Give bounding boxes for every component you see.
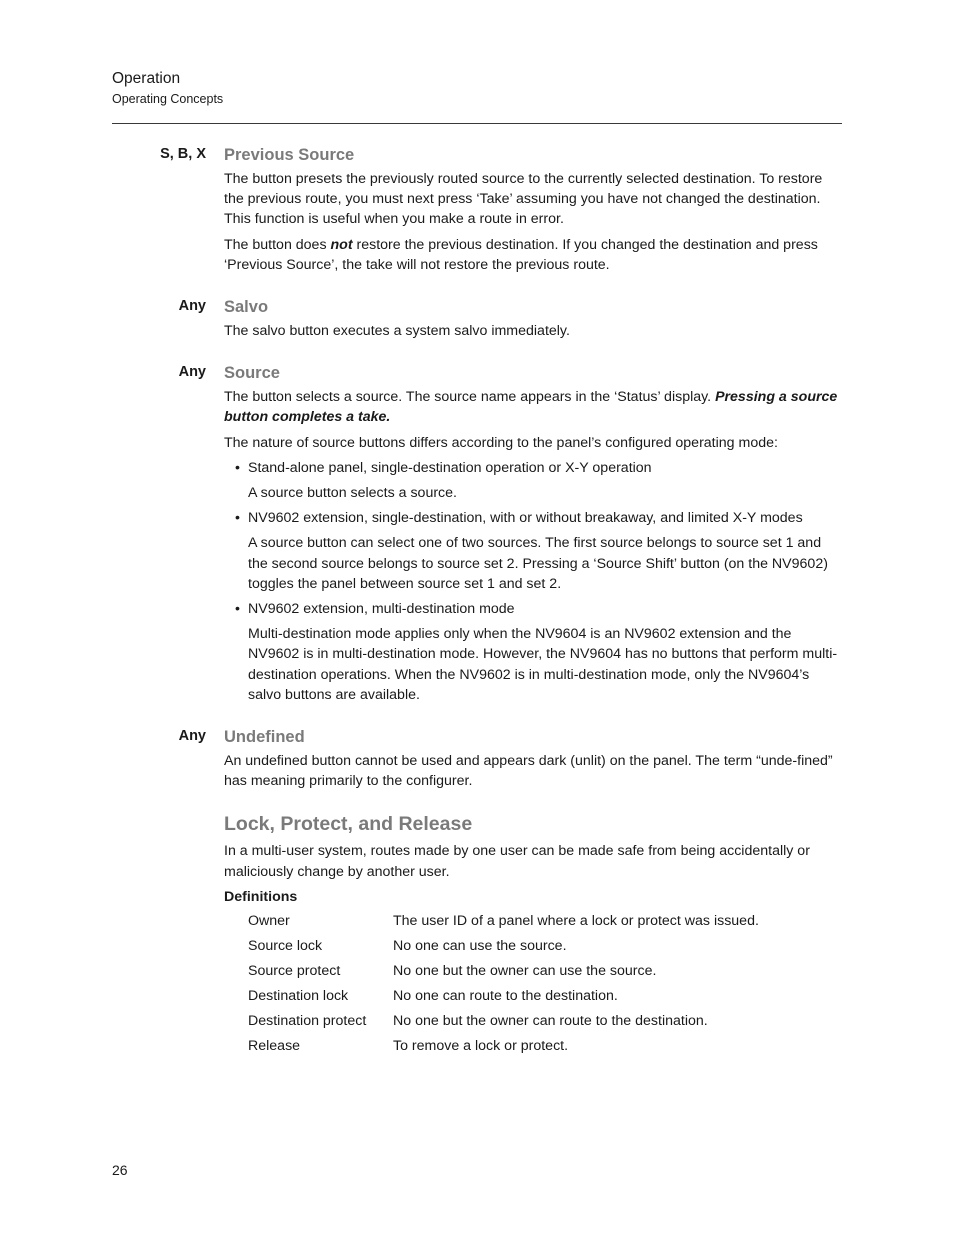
text-run: The button does	[224, 236, 331, 253]
bullet-list	[224, 508, 842, 528]
list-item-detail: A source button selects a source.	[248, 485, 457, 502]
emphasis-text: not	[330, 236, 353, 253]
bullet-icon: •	[235, 510, 240, 527]
section-heading: Lock, Protect, and Release	[224, 813, 473, 836]
definition-row	[248, 986, 842, 1006]
definition-desc: No one but the owner can use the source.	[393, 963, 657, 980]
emphasis-text: Pressing a source button completes a take.	[224, 389, 838, 426]
entry-source	[178, 362, 842, 705]
entry-tag: Any	[178, 298, 206, 315]
list-item	[224, 508, 842, 528]
definition-row	[248, 1036, 842, 1056]
header-divider	[112, 123, 842, 124]
definition-term: Destination protect	[248, 1013, 367, 1030]
list-item-text: Stand-alone panel, single-destination operation or X-Y operation	[248, 459, 652, 476]
entry-paragraph: An undefined button cannot be used and appears dark (unlit) on the panel. The term “unde-fined” has meaning primarily to the configurer.	[224, 753, 833, 790]
entry-salvo	[178, 296, 842, 341]
definition-term: Destination lock	[248, 988, 349, 1005]
list-item	[224, 599, 842, 619]
definition-desc: The user ID of a panel where a lock or protect was issued.	[393, 913, 759, 930]
definition-row	[248, 911, 842, 931]
entry-tag: Any	[178, 364, 206, 381]
definition-term: Owner	[248, 913, 290, 930]
text-run: The button selects a source. The source name appears in the ‘Status’ display.	[224, 389, 716, 406]
entry-paragraph: The salvo button executes a system salvo immediately.	[224, 323, 570, 340]
list-item-text: NV9602 extension, single-destination, with or without breakaway, and limited X-Y modes	[248, 510, 803, 527]
definitions-heading: Definitions	[224, 888, 298, 905]
entry-title: Source	[224, 364, 280, 383]
list-item-detail: A source button can select one of two sources. The first source belongs to source set 1 and the second source belongs to source set 2. Pressing a ‘Source Shift’ button (on the NV9602) toggles the panel between source set 1 and set 2.	[248, 535, 828, 592]
page-number: 26	[112, 1162, 128, 1178]
entry-undefined	[178, 726, 842, 791]
definition-desc: To remove a lock or protect.	[393, 1038, 569, 1055]
entry-title: Previous Source	[224, 146, 355, 164]
entry-title: Salvo	[224, 298, 269, 317]
section-intro: In a multi-user system, routes made by one user can be made safe from being accidentally or maliciously change by another user.	[224, 843, 810, 880]
definition-desc: No one but the owner can route to the destination.	[393, 1013, 708, 1030]
definition-term: Source lock	[248, 938, 323, 955]
bullet-icon: •	[235, 459, 240, 476]
definition-desc: No one can route to the destination.	[393, 988, 618, 1005]
definition-term: Source protect	[248, 963, 341, 980]
bullet-icon: •	[235, 601, 240, 618]
list-item-text: NV9602 extension, multi-destination mode	[248, 601, 515, 618]
definition-row	[248, 1011, 842, 1031]
page-content	[160, 144, 842, 1061]
running-header-title: Operation	[112, 70, 181, 87]
list-item-detail: Multi-destination mode applies only when the NV9604 is an NV9602 extension and the NV9602 is in multi-destination mode. However, the NV9604 has no buttons that perform multi-destination operations. When the NV9602 is in multi-destination mode, only the NV9604’s salvo buttons are available.	[248, 626, 838, 703]
text-run: restore the previous destination. If you changed the destination and press ‘Previous Source’, the take will not restore the previous route.	[224, 236, 818, 273]
definition-term: Release	[248, 1038, 301, 1055]
entry-paragraph	[224, 387, 842, 427]
entry-paragraph: The nature of source buttons differs according to the panel’s configured operating mode:	[224, 434, 778, 451]
definition-row	[248, 961, 842, 981]
entry-paragraph	[224, 235, 842, 275]
definition-desc: No one can use the source.	[393, 938, 567, 955]
entry-title: Undefined	[224, 728, 305, 747]
list-item	[224, 458, 842, 478]
bullet-list	[224, 599, 842, 619]
entry-paragraph: The button presets the previously routed source to the currently selected destination. To restore the previous route, you must next press ‘Take’ assuming you have not changed the destination. This function is useful when you make a route in error.	[224, 171, 823, 228]
entry-previous-source	[160, 144, 842, 275]
running-header-subtitle: Operating Concepts	[112, 92, 224, 106]
definitions-list	[224, 911, 842, 1056]
bullet-list	[224, 458, 842, 478]
definition-row	[248, 936, 842, 956]
entry-tag: S, B, X	[160, 146, 206, 162]
entry-tag: Any	[178, 728, 206, 745]
